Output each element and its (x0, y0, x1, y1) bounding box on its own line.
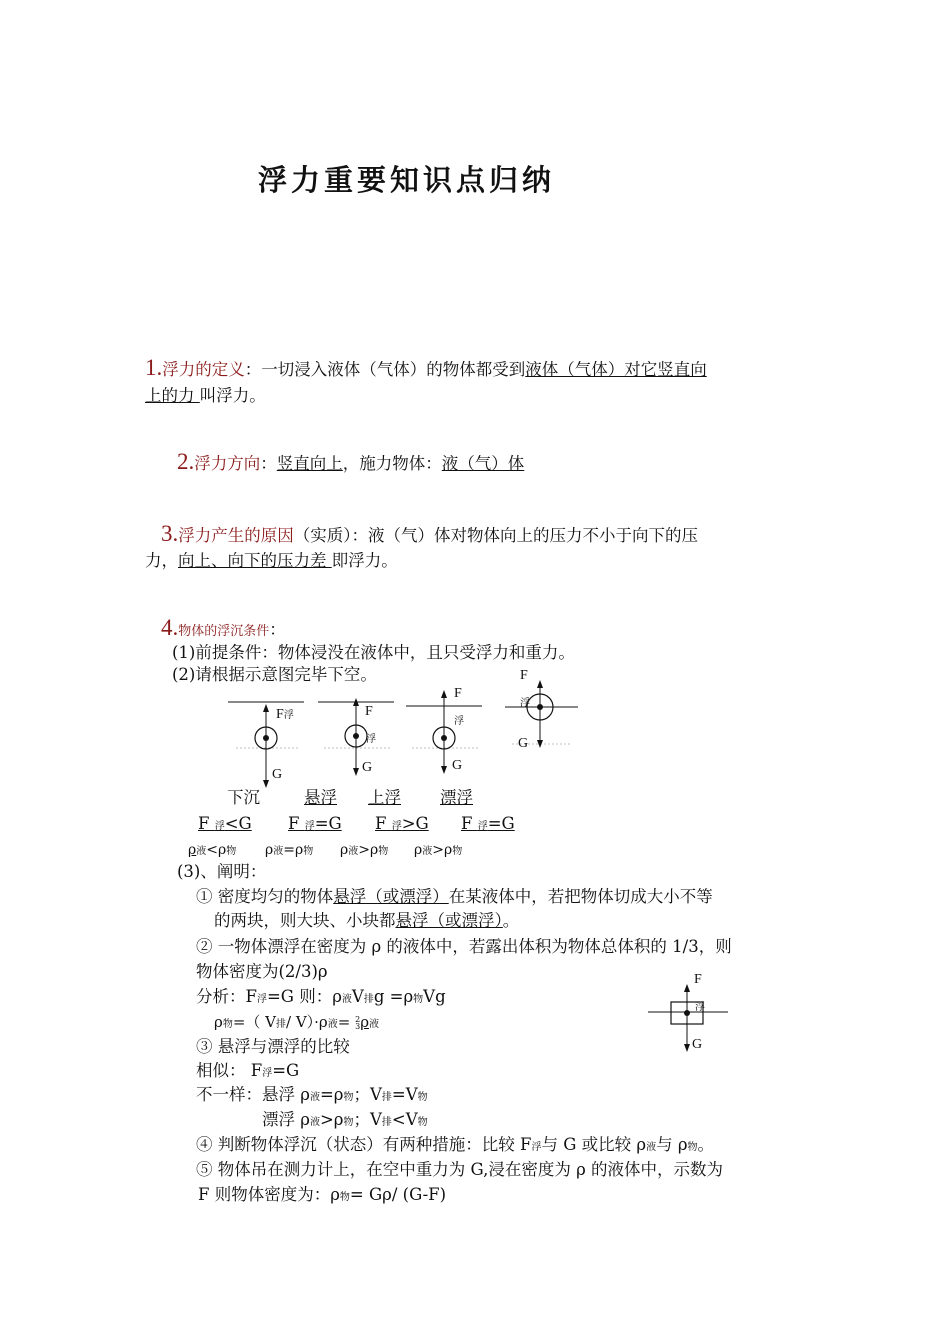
section-2: 2.浮力方向：竖直向上，施力物体：液（气）体 (177, 449, 525, 474)
page-title: 浮力重要知识点归纳 (258, 163, 556, 197)
note-2: ② 一物体漂浮在密度为 ρ 的液体中，若露出体积为物体总体积的 1/3，则 (196, 937, 732, 956)
label-g: G (518, 736, 529, 751)
analysis-line: 分析：F浮=G 则：ρ液V排g =ρ物Vg (196, 987, 446, 1006)
force-sink: F 浮<G (198, 814, 252, 833)
diagram-float (505, 684, 578, 744)
density-rise: ρ液>ρ物 (340, 842, 389, 858)
density-sink: ρ液<ρ物 (188, 842, 237, 858)
label-fu: 浮 (454, 716, 464, 727)
fraction: 2 3 (355, 1015, 361, 1031)
density-suspend: ρ液=ρ物 (265, 842, 314, 858)
diagram-suspend (318, 702, 394, 772)
density-float: ρ液>ρ物 (414, 842, 463, 858)
label-fu: 浮 (695, 1002, 705, 1013)
note-2-line2: 物体密度为(2/3)ρ (196, 962, 328, 981)
diagram-rise (406, 694, 482, 770)
label-f: F (520, 668, 528, 683)
force-float: F 浮=G (461, 814, 515, 833)
note-5-line2: F 则物体密度为：ρ物= Gρ/ (G-F) (198, 1185, 447, 1204)
similar-line: 相似： F浮=G (196, 1061, 300, 1080)
state-sink: 下沉 (227, 788, 260, 807)
section-3-line2: 力，向上、向下的压力差 即浮力。 (145, 551, 398, 570)
state-rise: 上浮 (368, 788, 401, 807)
state-float: 漂浮 (440, 788, 473, 807)
note-5: ⑤ 物体吊在测力计上，在空中重力为 G,浸在密度为 ρ 的液体中，示数为 (196, 1160, 724, 1179)
section-3: 3.浮力产生的原因（实质）：液（气）体对物体向上的压力不小于向下的压 (161, 521, 698, 546)
label-g: G (362, 760, 373, 775)
section-number: 1. (145, 355, 163, 380)
label-g: G (692, 1037, 703, 1052)
label-fu: 浮 (520, 698, 530, 709)
explanation-heading: (3)、阐明： (177, 862, 267, 881)
section-label: 浮力的定义 (162, 360, 245, 379)
label-fu: 浮 (366, 734, 376, 745)
note-4: ④ 判断物体浮沉（状态）有两种措施：比较 F浮与 G 或比较 ρ液与 ρ物。 (196, 1135, 715, 1154)
state-suspend: 悬浮 (304, 788, 337, 807)
label-g: G (452, 758, 463, 773)
section-4: 4.物体的浮沉条件： (161, 615, 286, 640)
section-1: 1.浮力的定义：一切浸入液体（气体）的物体都受到液体（气体）对它竖直向 (145, 355, 707, 380)
instruction: (2)请根据示意图完毕下空。 (172, 665, 377, 684)
note-1-line2: 的两块，则大块、小块都悬浮（或漂浮）。 (214, 911, 520, 930)
note-3: ③ 悬浮与漂浮的比较 (196, 1037, 350, 1056)
analysis-line2: ρ物=（ V排/ V）·ρ液= 2 3ρ液 (214, 1013, 380, 1031)
section-1-line2: 上的力 叫浮力。 (145, 386, 266, 405)
diagram-float-analysis (648, 988, 728, 1048)
label-f: F浮 (276, 707, 294, 722)
label-f: F (454, 686, 462, 701)
note-1: ① 密度均匀的物体悬浮（或漂浮）在某液体中，若把物体切成大小不等 (196, 887, 713, 906)
premise: (1)前提条件：物体浸没在液体中，且只受浮力和重力。 (172, 643, 575, 662)
force-rise: F 浮>G (375, 814, 429, 833)
label-f: F (694, 972, 702, 987)
label-g: G (272, 767, 283, 782)
force-suspend: F 浮=G (288, 814, 342, 833)
different-line: 不一样：悬浮 ρ液=ρ物；V排=V物 (196, 1085, 428, 1104)
key-phrase: 液体（气体）对它竖直向 (525, 360, 707, 379)
label-f: F (365, 704, 373, 719)
different-line2: 漂浮 ρ液>ρ物；V排<V物 (262, 1110, 428, 1129)
